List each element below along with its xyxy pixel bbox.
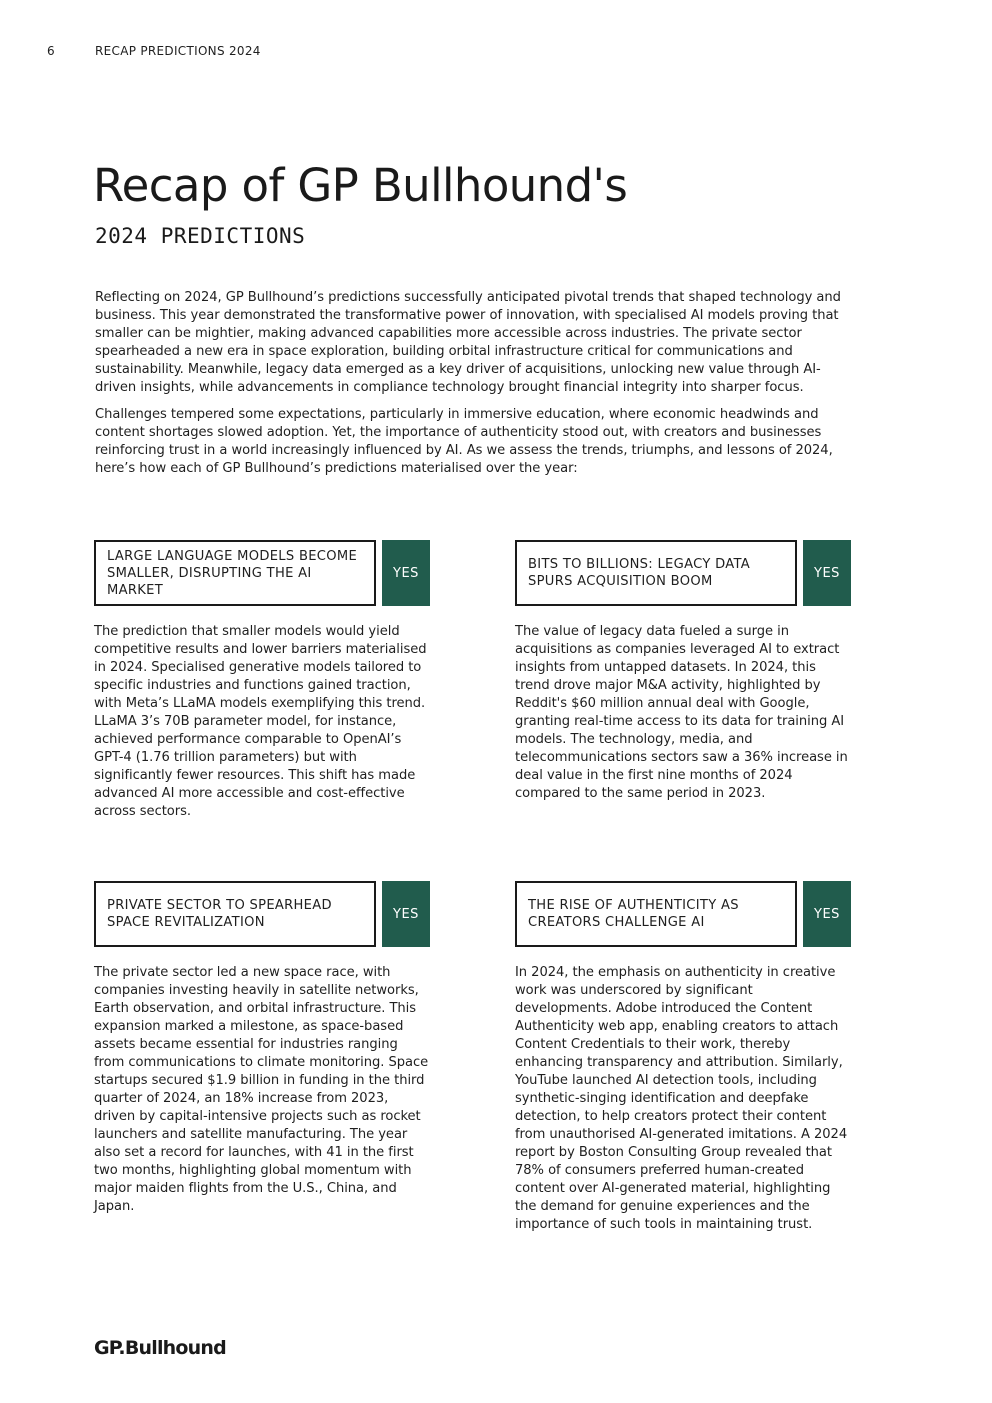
- page-title: Recap of GP Bullhound's: [93, 159, 628, 212]
- running-header: RECAP PREDICTIONS 2024: [95, 44, 261, 58]
- prediction-header: [94, 540, 431, 606]
- prediction-body: [515, 964, 852, 1234]
- prediction-title: BITS TO BILLIONS: LEGACY DATA SPURS ACQUISITION BOOM: [515, 540, 797, 606]
- prediction-body: [94, 964, 431, 1216]
- prediction-header: [515, 540, 852, 606]
- page-subtitle: 2024 PREDICTIONS: [95, 224, 306, 248]
- prediction-text: The prediction that smaller models would yield competitive results and lower barriers materialised in 2024. Specialised generative models tailored to specific industries and functions gained traction, with Meta’s LLaMA models exemplifying this trend. LLaMA 3’s 70B parameter model, for instance, achieved performance comparable to OpenAI’s GPT-4 (1.76 trillion parameters) but with significantly fewer resources. This shift has made advanced AI more accessible and cost-effective across sectors.: [94, 624, 427, 819]
- page-number: 6: [47, 44, 55, 58]
- prediction-title: LARGE LANGUAGE MODELS BECOME SMALLER, DISRUPTING THE AI MARKET: [94, 540, 376, 606]
- intro-section: [95, 289, 855, 487]
- prediction-title: THE RISE OF AUTHENTICITY AS CREATORS CHALLENGE AI: [515, 881, 797, 947]
- intro-paragraph: Reflecting on 2024, GP Bullhound’s predictions successfully anticipated pivotal trends that shaped technology and business. This year demonstrated the transformative power of innovation, with specialised AI models proving that smaller can be mightier, making advanced capabilities more accessible across industries. The private sector spearheaded a new era in space exploration, building orbital infrastructure critical for communications and sustainability. Meanwhile, legacy data emerged as a key driver of acquisitions, unlocking new value through AI-driven insights, while advancements in compliance technology brought financial integrity into sharper focus.: [95, 290, 841, 395]
- verdict-badge: YES: [382, 540, 430, 606]
- verdict-badge: YES: [382, 881, 430, 947]
- prediction-text: The private sector led a new space race, with companies investing heavily in satellite networks, Earth observation, and orbital infrastructure. This expansion marked a milestone, as space-based assets became essential for industries ranging from communications to climate monitoring. Space startups secured $1.9 billion in funding in the third quarter of 2024, an 18% increase from 2023, driven by capital-intensive projects such as rocket launchers and satellite manufacturing. The year also set a record for launches, with 41 in the first two months, highlighting global momentum with major maiden flights from the U.S., China, and Japan.: [94, 965, 429, 1214]
- prediction-body: [515, 623, 852, 803]
- prediction-card-authenticity: [515, 881, 852, 1234]
- prediction-header: [94, 881, 431, 947]
- prediction-text: In 2024, the emphasis on authenticity in creative work was underscored by significant developments. Adobe introduced the Content Authenticity web app, enabling creators to attach Content Credentials to their work, thereby enhancing transparency and attribution. Similarly, YouTube launched AI detection tools, including synthetic-singing identification and deepfake detection, to help creators protect their content from unauthorised AI-generated imitations. A 2024 report by Boston Consulting Group revealed that 78% of consumers preferred human-created content over AI-generated material, highlighting the demand for genuine experiences and the importance of such tools in maintaining trust.: [515, 965, 848, 1232]
- prediction-body: [94, 623, 431, 821]
- verdict-badge: YES: [803, 540, 851, 606]
- prediction-text: The value of legacy data fueled a surge in acquisitions as companies leveraged AI to extract insights from untapped datasets. In 2024, this trend drove major M&A activity, highlighted by Reddit's $60 million annual deal with Google, granting real-time access to its data for training AI models. The technology, media, and telecommunications sectors saw a 36% increase in deal value in the first nine months of 2024 compared to the same period in 2023.: [515, 624, 848, 801]
- intro-paragraph: Challenges tempered some expectations, particularly in immersive education, where economic headwinds and content shortages slowed adoption. Yet, the importance of authenticity stood out, with creators and businesses reinforcing trust in a world increasingly influenced by AI. As we assess the trends, triumphs, and lessons of 2024, here’s how each of GP Bullhound’s predictions materialised over the year:: [95, 407, 833, 476]
- prediction-header: [515, 881, 852, 947]
- prediction-title: PRIVATE SECTOR TO SPEARHEAD SPACE REVITALIZATION: [94, 881, 376, 947]
- prediction-card-legacy-data: [515, 540, 852, 803]
- gp-bullhound-logo: GP.Bullhound: [94, 1337, 226, 1359]
- verdict-badge: YES: [803, 881, 851, 947]
- prediction-card-llm: [94, 540, 431, 821]
- prediction-card-space: [94, 881, 431, 1216]
